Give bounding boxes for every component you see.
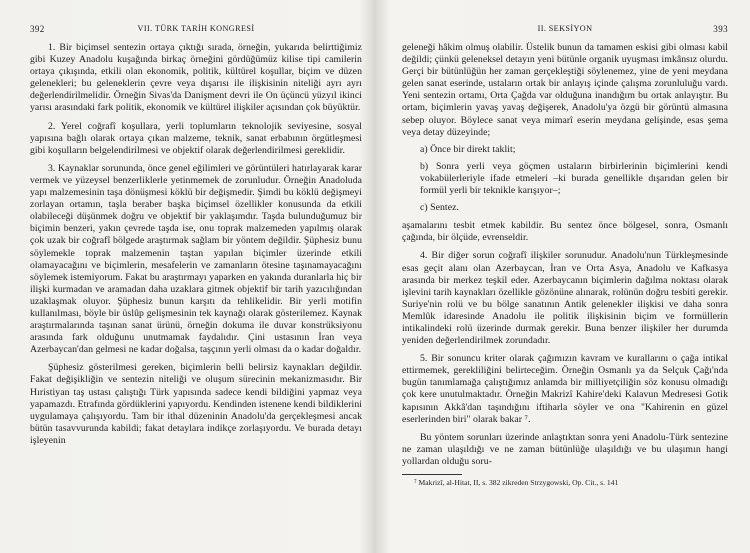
right-page-header <box>402 24 728 38</box>
paragraph-6: 5. Bir sonuncu kriter olarak çağımızın kavram ve kurallarını o çağa intikal ettirmemek, gerekliliğini belirteceğim. Örneğin Osmanlı ya da Selçuk Çağı'nda bugün tanımlamağa çalıştığımız anlamda bir milliyetçiliğin söz konusu olmadığı çok kere unutulmaktadır. Örneğin Makrizî Kahire'deki Kalavun Medresesi Gotik kapısının Akkâ'dan taşındığını iftiharla söyler ve ona "Kahirenin en güzel eserlerinden biri" olarak bakar ⁷. <box>402 353 728 425</box>
left-page <box>0 0 372 553</box>
left-page-header <box>30 24 362 38</box>
paragraph-4: Şüphesiz gösterilmesi gereken, biçimlerin belli belirsiz kaynakları değildir. Fakat değişikliğin ve sentezin niteliği ve oluşum sürecinin mekanizmasıdır. Bir Hıristiyan taş ustası çalıştığı Türk yapısında sadece kendi bildiğini yapmaz veya yapamazdı. Etrafında gördüklerini yapıyordu. Kendinden istenene kendi bildiklerini uygulamaya çalışıyordu. Tam bir ithal düzeninin Anadolu'da gerçekleşmesi ancak bütün tasavvurunda kabildi; fakat detaylara indikçe zorlaşıyordu. Ve burada detayı işleyenin <box>30 362 362 446</box>
right-running-head: II. SEKSİYON <box>537 24 593 33</box>
paragraph-7: Bu yöntem sorunları üzerinde anlaştıktan sonra yeni Anadolu-Türk sentezine ne zaman ulaşıldığı ve ne zaman bütünlüğe ulaşıldığı ve bu ulaşımın hangi yollardan olduğu soru- <box>402 431 728 467</box>
left-page-number: 392 <box>30 24 45 34</box>
right-page <box>378 0 750 553</box>
left-body <box>30 42 362 447</box>
right-body <box>402 42 728 468</box>
right-page-number: 393 <box>713 24 728 34</box>
list-item-c: c) Sentez. <box>420 202 459 214</box>
left-running-head: VII. TÜRK TARİH KONGRESİ <box>137 24 255 33</box>
after-list-paragraph: aşamalarını tesbit etmek kabildir. Bu sentez önce bölgesel, sonra, Osmanlı çağında, bir ölçüde, evrenseldir. <box>402 220 728 244</box>
paragraph-2: 2. Yerel coğrafî koşullara, yerli toplumların teknolojik seviyesine, sosyal yapısına bağlı olarak ortaya çıkan malzeme, teknik, sanat erbabının örgütleşmesi gibi koşulların belgelendirilmesi ve objektif olarak değerlendirilmesi gereklidir. <box>30 120 362 156</box>
list-item-b: b) Sonra yerli veya göçmen ustaların birbirlerinin biçimlerini kendi vokabülerleriyle ifade etmeleri –ki burada genellikle dışarıdan gelen bir formül yerli bir teknikle karışıyor–; <box>420 160 728 197</box>
paragraph-3: 3. Kaynaklar sorununda, önce genel eğilimleri ve görüntüleri hatırlayarak karar vermek ve yüzeysel benzerliklerle yetinmemek de zorunludur. Örneğin Anadoluda yapı malzemesinin taşa dönüşmesi köklü bir değişmedir. Şimdi bu köklü değişmeyi zorlayan ortamın, taşla beraber başka biçimsel özellikler konusunda da etkili olabileceği düşünmek doğru ve objektif bir yaklaşımdır. Taşda bulunduğumuz bir biçimin benzeri, yakın çevrede taşda ise, onu toprak malzemeden yapılmış olarak çok uzak bir coğrafî bölgede araştırmak sağlam bir yöntem değildir. Şüphesiz bunu söylemekle toprak malzemenin taştan yapılan biçimler üzerinde etkili olamayacağını ve biçimlerin, mesafelerin ve zamanların ötesine taşınamayacağını söylemek istemiyorum. Fakat bu araştırmayı yaparken en yakında duranlarla hiç bir ilişki kurmadan ve aramadan daha uzaklara gitmek objektif bir tarih yazıcılığından uzaklaşmak oluyor. Şüphesiz bunun karşıtı da tehlikelidir. Bir yerli motifin kullanılması, böyle bir üslûp gelişmesinin tek kaynağı olarak gösterilemez. Kaynak araştırmalarında taşınan sanat ürünü, örneğin dokuma ile duvar konstrüksiyonu arasında fark olduğunu unutmamak faydalıdır. Çini ustasının İran veya Azerbaycan'dan gelmesi ne kadar doğalsa, taşçının yerli olması da o kadar doğaldır. <box>30 162 362 356</box>
paragraph-1: 1. Bir biçimsel sentezin ortaya çıktığı sırada, örneğin, yukarıda belirttiğimiz gibi Kuzey Anadolu kuşağında birkaç örneğini gördüğümüz kilise tipi camilerin ortaya çıkışında, etkili olan ekonomik, politik, kültürel koşullar, biçim ve düzen gelenekleri; bu geleneklerin çevre veya dışarısı ile ilişkisinin niteliği ayrı ayrı değerlendirilmelidir. Örneğin Sivas'da Danişment devri ile On üçüncü yüzyıl ikinci yarısı arasındaki fark politik, ekonomik ve kültürel ilişkiler açısından çok büyüktür. <box>30 42 362 114</box>
footnote: ⁷ Makrizî, al-Hitat, II, s. 382 zikreden Strzygowski, Op. Cit., s. 141 <box>414 478 619 487</box>
footnote-rule <box>402 474 462 475</box>
list-item-a: a) Önce bir direkt taklit; <box>420 143 516 155</box>
paragraph-5: 4. Bir diğer sorun coğrafî ilişkiler sorunudur. Anadolu'nun Türkleşmesinde esas geçit alanı olan Azerbaycan, İran ve Orta Asya, Anadolu ve Kafkasya arasında bir merkez teşkil eder. Azerbaycanın biçimlerin dağılma noktası olarak işlevini tarih kaynakları özellikle gözönüne alınarak, rolünün doğru tesbiti gerekir. Suriye'nin rolü ve bu bölge sanatının Antik gelenekler ilişkisi ve daha sonra Memlûk idaresinde Anadolu ile politik ilişkisinin biçim ve formüllerin intikalindeki rolü üzerinde durmak gerekir. Buna benzer ilişkiler her durumda yeniden değerlendirilmek zorundadır. <box>402 250 728 347</box>
continued-paragraph: geleneği hâkim olmuş olabilir. Üstelik bunun da tamamen eskisi gibi olması kabil değildi; çünkü geleneksel detayın yeni bütünle organik uyuşması imkânsız olurdu. Gerçi bir bütünlüğün her zaman gerçekleştiği söylenemez, yine de yeni meydana gelen sanat eserinde, ustaların ortak bir anlayış içinde çalışma zorunluluğu vardı. Yeni sentezin ortamı, Orta Çağda var olduğuna inandığım bu ortak anlayıştır. Bu ortam, biçimlerin yavaş yavaş değişerek, Anadolu'ya özgü bir görüntü almasına sebep oluyor. Böylece sanat veya mimarî eserin meydana gelişinde, esas şema veya detay düzeyinde; <box>402 42 728 138</box>
